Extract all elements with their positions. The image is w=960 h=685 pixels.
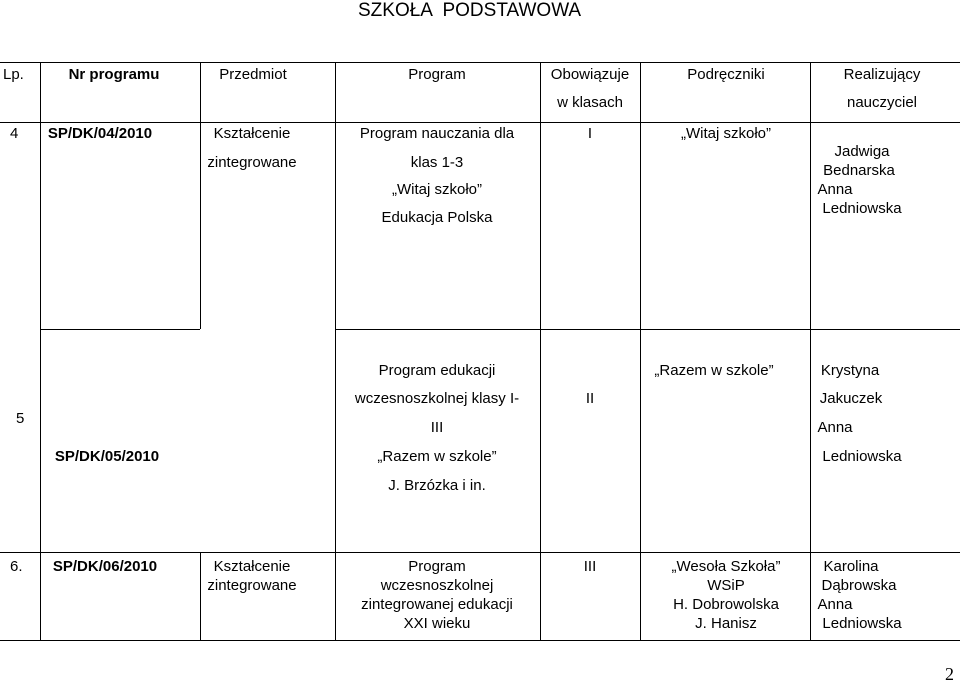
cell-program: Edukacja Polska bbox=[381, 209, 493, 226]
table-border-top bbox=[0, 62, 960, 63]
page-title: SZKOŁA PODSTAWOWA bbox=[358, 0, 582, 21]
cell-podrecznik: „Wesoła Szkoła” bbox=[671, 558, 781, 575]
header-nauczyciel: nauczyciel bbox=[846, 94, 918, 111]
cell-klasa: III bbox=[583, 558, 597, 575]
cell-program: wczesnoszkolnej klasy I- bbox=[354, 390, 520, 407]
cell-program: Program nauczania dla bbox=[359, 125, 515, 142]
cell-podrecznik: J. Hanisz bbox=[695, 615, 757, 632]
cell-klasa: II bbox=[585, 390, 595, 407]
cell-program: zintegrowanej edukacji bbox=[361, 596, 513, 613]
cell-nauczyciel: Jadwiga bbox=[834, 143, 890, 160]
cell-przedmiot: Kształcenie bbox=[213, 125, 291, 142]
column-divider bbox=[40, 62, 41, 640]
header-podreczniki: Podręczniki bbox=[687, 66, 765, 83]
cell-przedmiot: zintegrowane bbox=[207, 154, 297, 171]
cell-nauczyciel: Jakuczek bbox=[819, 390, 883, 407]
cell-lp: 5 bbox=[16, 410, 25, 427]
table-border-bottom bbox=[0, 640, 960, 641]
cell-program: klas 1-3 bbox=[410, 154, 464, 171]
cell-nauczyciel: Ledniowska bbox=[822, 448, 902, 465]
cell-nauczyciel: Anna bbox=[817, 419, 853, 436]
cell-podrecznik: H. Dobrowolska bbox=[673, 596, 779, 613]
cell-przedmiot: zintegrowane bbox=[207, 577, 297, 594]
row-divider bbox=[40, 329, 200, 330]
cell-klasa: I bbox=[587, 125, 593, 142]
cell-nauczyciel: Anna bbox=[817, 181, 853, 198]
cell-program: Program bbox=[408, 558, 466, 575]
cell-nr-programu: SP/DK/05/2010 bbox=[54, 448, 160, 465]
cell-nr-programu: SP/DK/06/2010 bbox=[52, 558, 158, 575]
column-divider bbox=[200, 552, 201, 640]
cell-nauczyciel: Karolina bbox=[823, 558, 879, 575]
cell-nauczyciel: Ledniowska bbox=[822, 615, 902, 632]
header-nr-programu: Nr programu bbox=[68, 66, 160, 83]
column-divider bbox=[335, 62, 336, 640]
row-divider bbox=[0, 552, 960, 553]
cell-program: J. Brzózka i in. bbox=[388, 477, 486, 494]
cell-nauczyciel: Anna bbox=[817, 596, 853, 613]
header-przedmiot: Przedmiot bbox=[219, 66, 287, 83]
cell-nauczyciel: Bednarska bbox=[823, 162, 895, 179]
column-divider bbox=[540, 62, 541, 640]
cell-program: XXI wieku bbox=[403, 615, 471, 632]
column-divider bbox=[640, 62, 641, 640]
cell-podrecznik: „Witaj szkoło” bbox=[680, 125, 772, 142]
cell-program: „Witaj szkoło” bbox=[391, 181, 483, 198]
cell-nr-programu: SP/DK/04/2010 bbox=[47, 125, 153, 142]
header-realizujacy: Realizujący bbox=[843, 66, 921, 83]
cell-nauczyciel: Ledniowska bbox=[822, 200, 902, 217]
cell-program: III bbox=[430, 419, 444, 436]
cell-program: wczesnoszkolnej bbox=[380, 577, 494, 594]
cell-przedmiot: Kształcenie bbox=[213, 558, 291, 575]
cell-podrecznik: „Razem w szkole” bbox=[654, 362, 774, 379]
cell-lp: 6. bbox=[10, 558, 23, 575]
cell-lp: 4 bbox=[10, 125, 19, 142]
cell-nauczyciel: Krystyna bbox=[820, 362, 880, 379]
page-number: 2 bbox=[945, 664, 954, 684]
row-divider bbox=[335, 329, 960, 330]
cell-podrecznik: WSiP bbox=[707, 577, 745, 594]
column-divider bbox=[200, 62, 201, 329]
cell-nauczyciel: Dąbrowska bbox=[821, 577, 897, 594]
header-w-klasach: w klasach bbox=[557, 94, 623, 111]
cell-program: Program edukacji bbox=[378, 362, 496, 379]
header-lp: Lp. bbox=[3, 66, 24, 83]
row-divider bbox=[0, 122, 960, 123]
cell-program: „Razem w szkole” bbox=[377, 448, 497, 465]
header-program: Program bbox=[408, 66, 466, 83]
header-obowiazuje: Obowiązuje bbox=[550, 66, 630, 83]
column-divider bbox=[810, 62, 811, 640]
